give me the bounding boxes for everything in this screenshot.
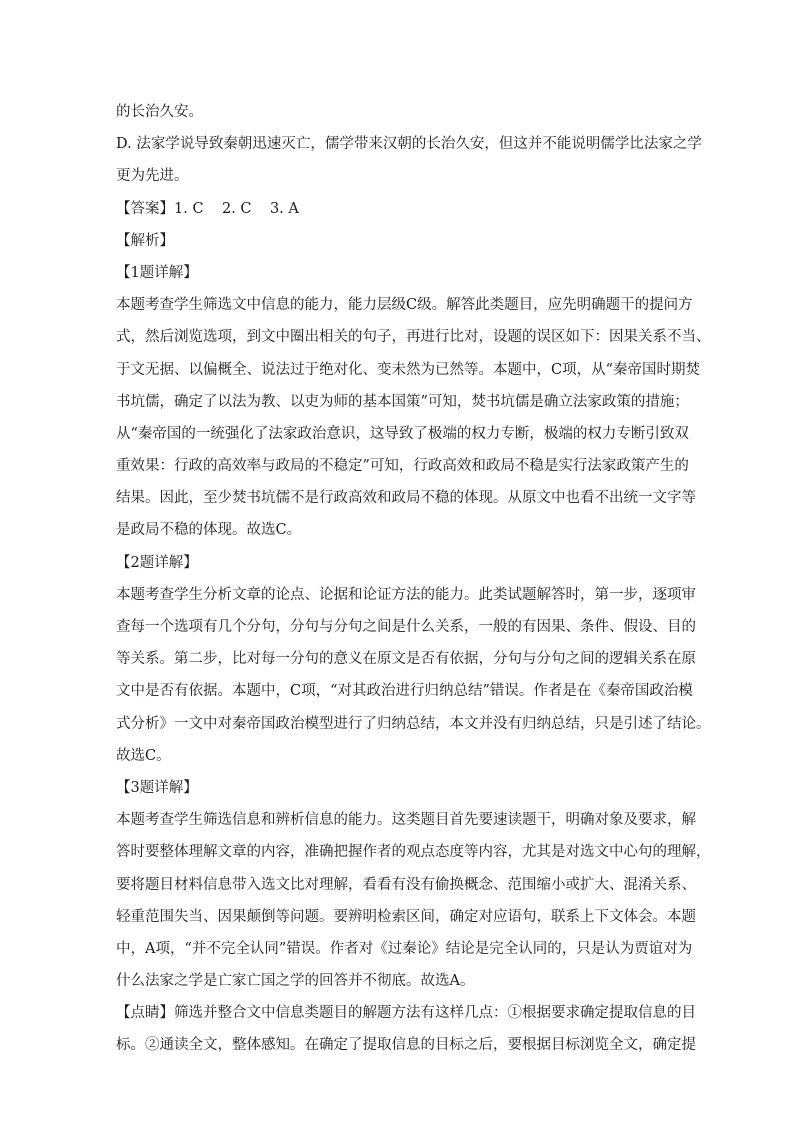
text-line: 更为先进。 (116, 168, 189, 185)
answer-explanation-text (116, 96, 711, 1062)
text-line: 中，A项，“并不完全认同”错误。作者对《过秦论》结论是完全认同的，只是认为贾谊对为 (116, 940, 693, 957)
text-line: 查每一个选项有几个分句，分句与分句之间是什么关系，一般的有因果、条件、假设、目的 (116, 619, 696, 635)
text-line: 书坑儒，确定了以法为教、以吏为师的基本国策”可知，焚书坑儒是确立法家政策的措施； (116, 393, 689, 410)
key-point-line: 【点睛】筛选并整合文中信息类题目的解题方法有这样几点：①根据要求确定提取信息的目 (116, 1005, 696, 1022)
text-line: 标。②通读全文，整体感知。在确定了提取信息的目标之后，要根据目标浏览全文，确定提 (116, 1037, 696, 1054)
text-line: 于文无据、以偏概全、说法过于绝对化、变未然为已然等。本题中，C项，从“秦帝国时期焚 (116, 361, 701, 378)
text-line: 结果。因此，至少焚书坑儒不是行政高效和政局不稳的体现。从原文中也看不出统一文字等 (116, 490, 696, 507)
text-line: 式，然后浏览选项，到文中圈出相关的句子，再进行比对，设题的误区如下：因果关系不当、 (116, 329, 711, 346)
text-line: 文中是否有依据。本题中，C项，“对其政治进行归纳总结”错误。作者是在《秦帝国政治模 (116, 683, 693, 700)
text-line: 等关系。第二步，比对每一分句的意义在原文是否有依据，分句与分句之间的逻辑关系在原 (116, 651, 696, 668)
text-line: 本题考查学生筛选文中信息的能力，能力层级C级。解答此类题目，应先明确题干的提问方 (116, 297, 693, 314)
text-line: 要将题目材料信息带入选文比对理解，看看有没有偷换概念、范围缩小或扩大、混淆关系、 (116, 876, 696, 893)
text-line: 什么法家之学是亡家亡国之学的回答并不彻底。故选A。 (116, 973, 475, 990)
text-line: 的长治久安。 (116, 104, 203, 120)
text-line: D. 法家学说导致秦朝迅速灭亡，儒学带来汉朝的长治久安，但这并不能说明儒学比法家之学 (116, 136, 702, 153)
section-heading: 【3题详解】 (116, 779, 198, 796)
text-line: 故选C。 (116, 747, 171, 764)
text-line: 从“秦帝国的一统强化了法家政治意识，这导致了极端的权力专断，极端的权力专断引致双 (116, 425, 689, 442)
section-heading: 【1题详解】 (116, 264, 198, 281)
text-line: 重效果：行政的高效率与政局的不稳定”可知，行政高效和政局不稳是实行法家政策产生的 (116, 458, 689, 475)
text-line: 答时要整体理解文章的内容，准确把握作者的观点态度等内容，尤其是对选文中心句的理解， (116, 844, 711, 861)
answer-line: 【答案】1. C 2. C 3. A (116, 200, 299, 217)
section-heading: 【2题详解】 (116, 554, 198, 571)
text-line: 式分析》一文中对秦帝国政治模型进行了归纳总结，本文并没有归纳总结，只是引述了结论。 (116, 715, 711, 732)
text-line: 本题考查学生分析文章的论点、论据和论证方法的能力。此类试题解答时，第一步，逐项审 (116, 586, 696, 603)
text-line: 本题考查学生筛选信息和辨析信息的能力。这类题目首先要速读题干，明确对象及要求，解 (116, 812, 696, 829)
text-line: 轻重范围失当、因果颠倒等问题。要辨明检索区间，确定对应语句，联系上下文体会。本题 (116, 908, 696, 925)
text-line: 是政局不稳的体现。故选C。 (116, 522, 302, 539)
section-heading: 【解析】 (116, 232, 174, 249)
